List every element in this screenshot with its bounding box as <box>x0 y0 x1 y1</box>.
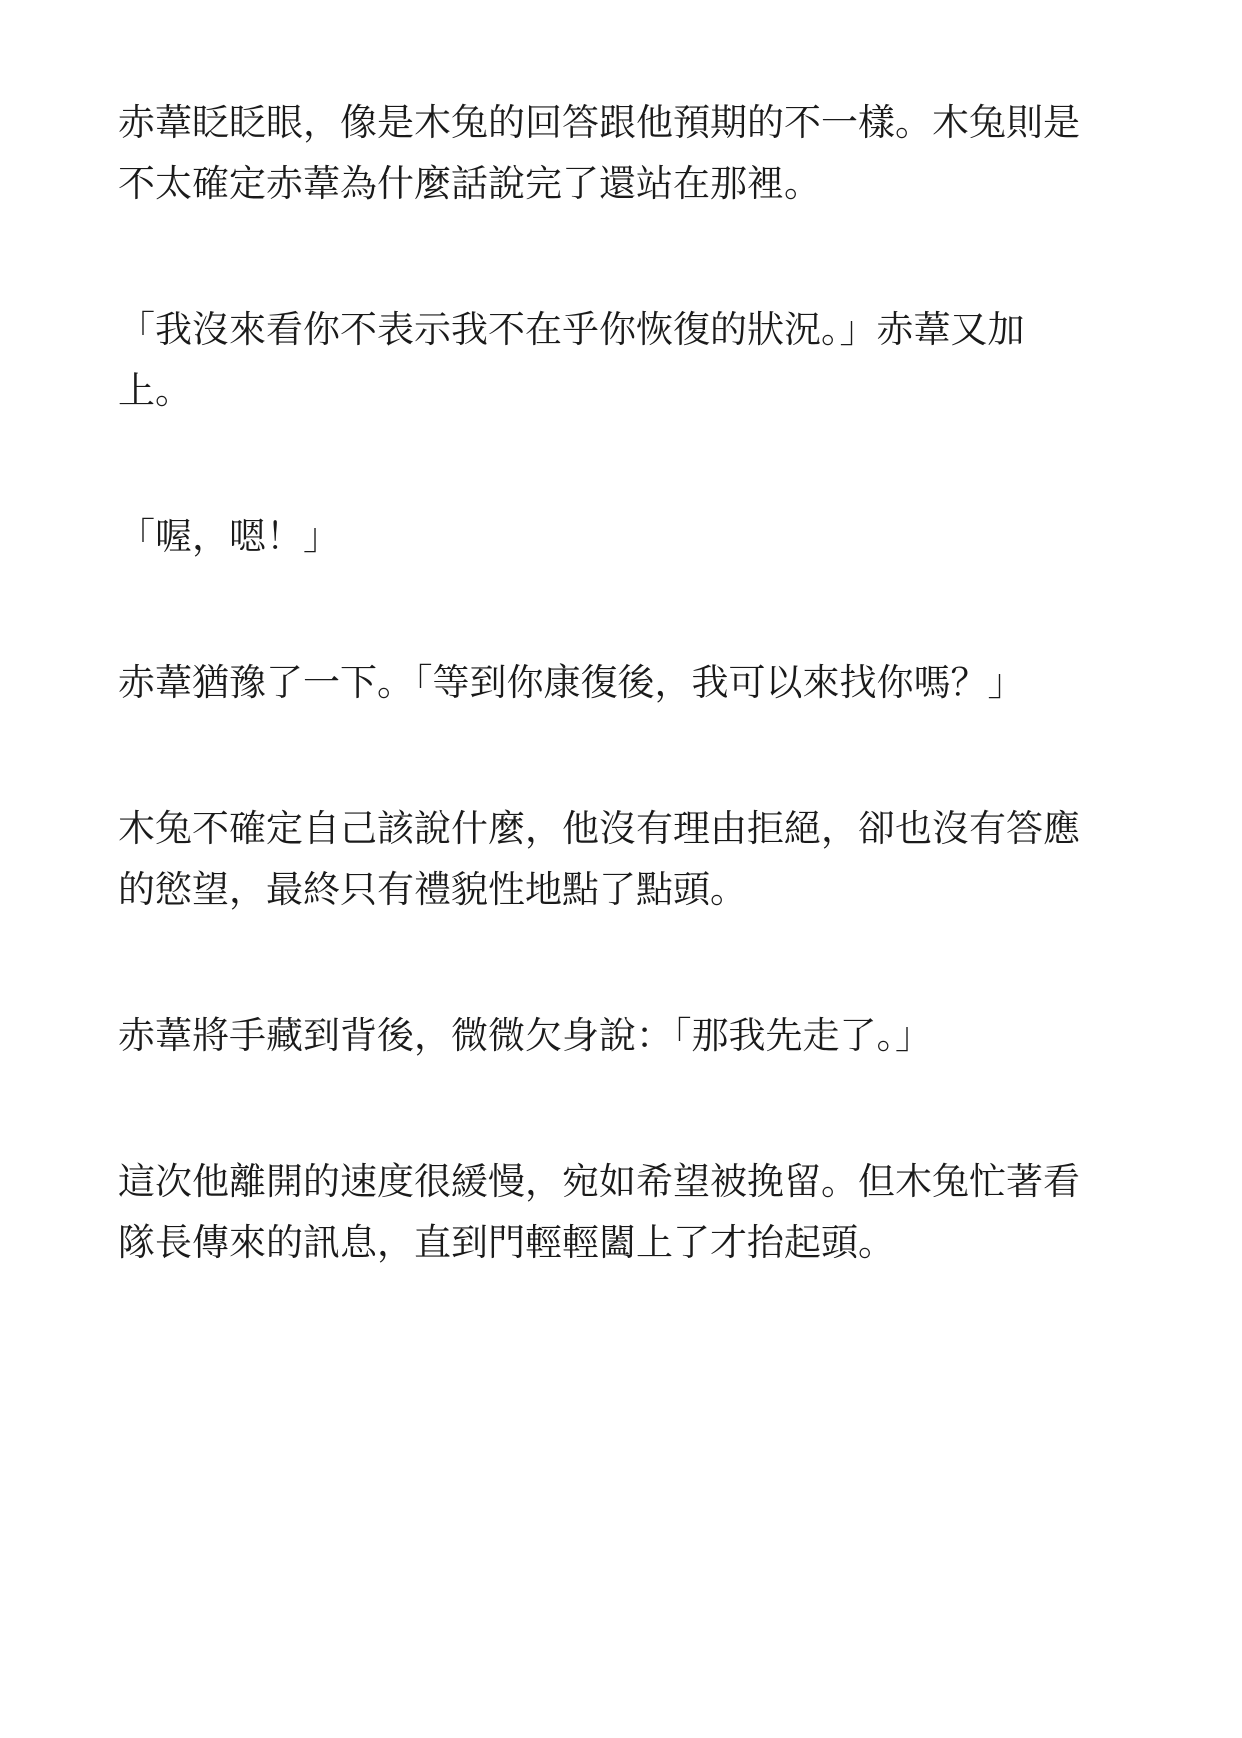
text-line: 的慾望，最終只有禮貌性地點了點頭。 <box>118 868 747 911</box>
text-line: 「我沒來看你不表示我不在乎你恢復的狀況。」赤葦又加 <box>118 308 1025 351</box>
text-line: 上。 <box>118 369 192 412</box>
paragraph-4 <box>118 652 1092 713</box>
paragraph-1 <box>118 92 1092 214</box>
text-line: 赤葦將手藏到背後，微微欠身說：「那我先走了。」 <box>118 1014 932 1057</box>
paragraph-6 <box>118 1005 1092 1066</box>
paragraph-2 <box>118 299 1092 421</box>
text-line: 隊長傳來的訊息，直到門輕輕闔上了才抬起頭。 <box>118 1221 895 1264</box>
text-line: 「喔，嗯！」 <box>118 515 340 558</box>
text-line: 赤葦猶豫了一下。「等到你康復後，我可以來找你嗎？」 <box>118 661 1025 704</box>
text-line: 赤葦眨眨眼，像是木兔的回答跟他預期的不一樣。木兔則是 <box>118 101 1080 144</box>
text-line: 這次他離開的速度很緩慢，宛如希望被挽留。但木兔忙著看 <box>118 1160 1080 1203</box>
paragraph-7 <box>118 1151 1092 1273</box>
paragraph-3 <box>118 506 1092 567</box>
text-line: 木兔不確定自己該說什麼，他沒有理由拒絕，卻也沒有答應 <box>118 807 1080 850</box>
paragraph-5 <box>118 798 1092 920</box>
text-line: 不太確定赤葦為什麼話說完了還站在那裡。 <box>118 162 821 205</box>
